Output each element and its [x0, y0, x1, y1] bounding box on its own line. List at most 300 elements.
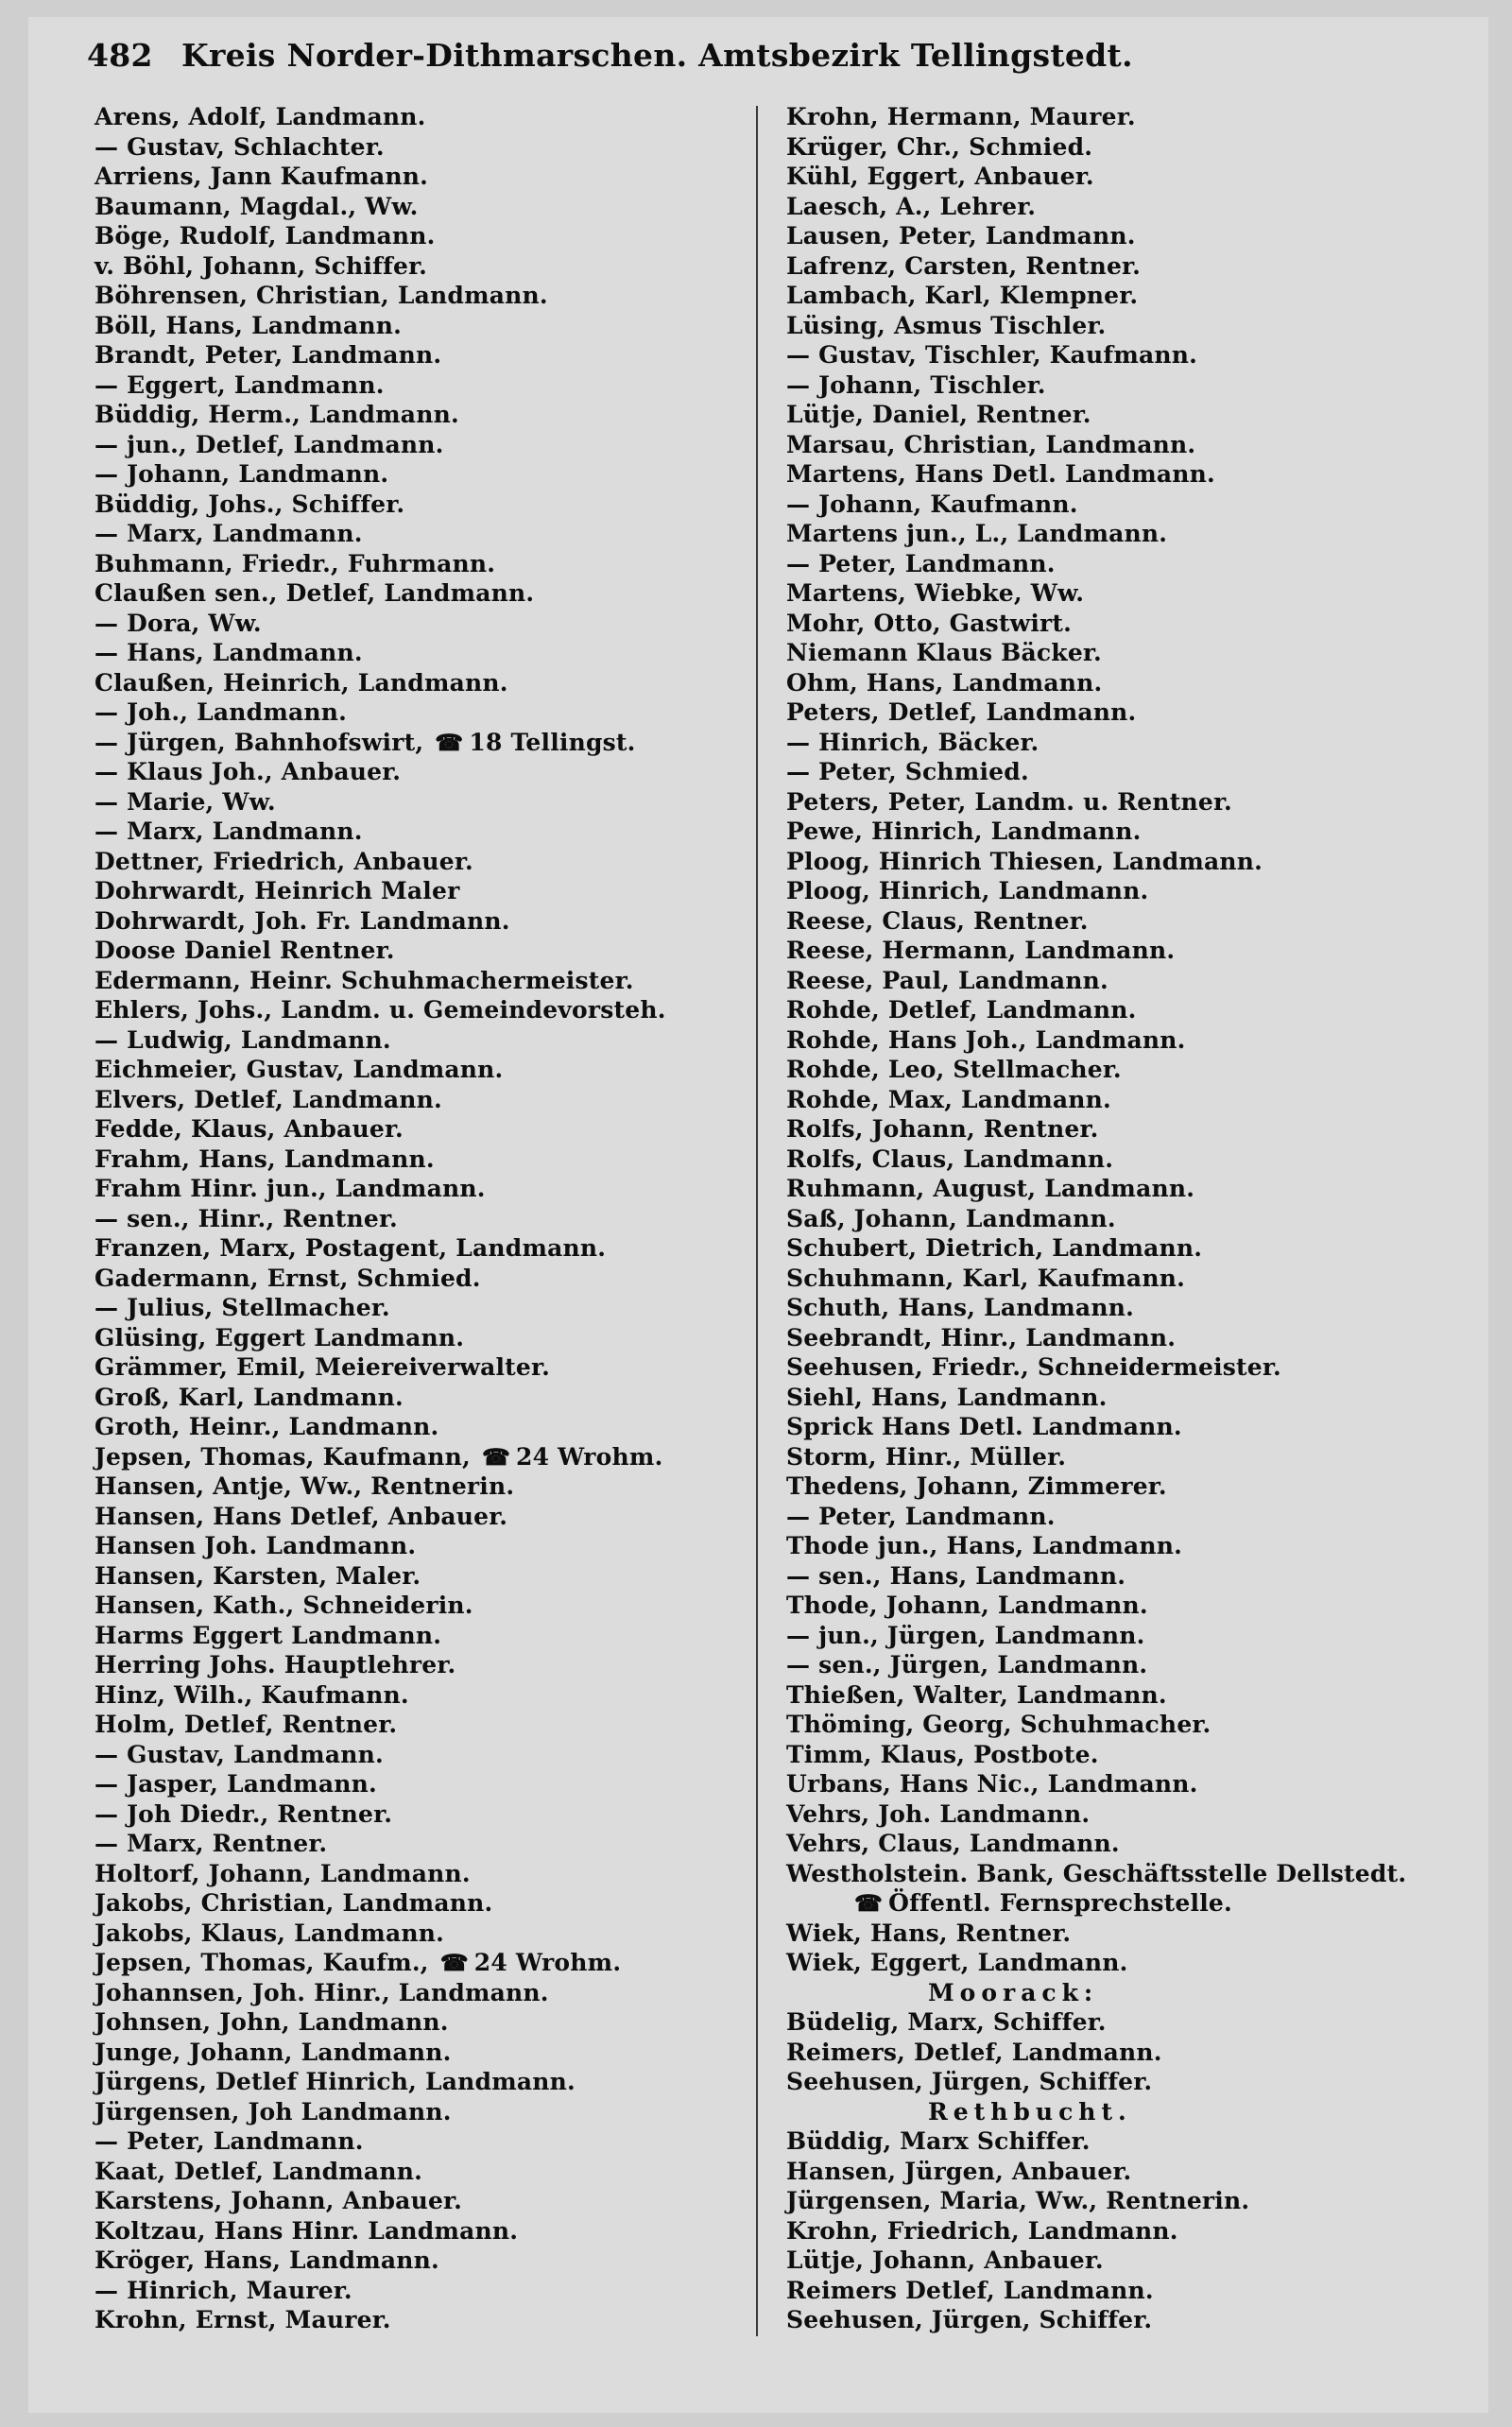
entry-text: Eichmeier, Gustav, Landmann. — [94, 1056, 504, 1083]
entry-text: Wiek, Eggert, Landmann. — [786, 1949, 1128, 1976]
directory-entry — [94, 1769, 747, 1799]
entry-text: Ploog, Hinrich, Landmann. — [786, 877, 1149, 904]
directory-entry — [94, 1055, 747, 1085]
entry-text: Hansen, Hans Detlef, Anbauer. — [94, 1502, 508, 1530]
entry-text: — sen., Jürgen, Landmann. — [786, 1651, 1148, 1678]
directory-entry — [786, 400, 1467, 430]
directory-entry — [94, 2186, 747, 2216]
entry-text: Seehusen, Jürgen, Schiffer. — [786, 2068, 1153, 2095]
directory-entry — [786, 1442, 1467, 1472]
directory-entry — [94, 1323, 747, 1353]
entry-text: Ruhmann, August, Landmann. — [786, 1175, 1195, 1202]
entry-text: — jun., Detlef, Landmann. — [94, 430, 444, 458]
directory-entry — [94, 370, 747, 401]
directory-entry — [94, 1145, 747, 1175]
directory-entry — [94, 1591, 747, 1621]
entry-text: Martens jun., L., Landmann. — [786, 520, 1168, 547]
directory-entry — [786, 1799, 1467, 1830]
entry-text: Timm, Klaus, Postbote. — [786, 1740, 1099, 1768]
entry-text: Lütje, Daniel, Rentner. — [786, 401, 1091, 428]
directory-entry — [94, 2007, 747, 2038]
directory-entry — [94, 1472, 747, 1502]
entry-text: Reese, Paul, Landmann. — [786, 966, 1108, 994]
entry-text: — sen., Hans, Landmann. — [786, 1561, 1126, 1590]
entry-text: Groß, Karl, Landmann. — [94, 1383, 404, 1411]
entry-text: — Johann, Kaufmann. — [786, 490, 1078, 518]
directory-entry — [94, 1978, 747, 2008]
entry-text: Rolfs, Johann, Rentner. — [786, 1115, 1099, 1143]
directory-entry — [786, 430, 1467, 460]
entry-text: Ehlers, Johs., Landm. u. Gemeindevorsteh. — [94, 996, 666, 1024]
directory-entry — [94, 1293, 747, 1323]
entry-text: Böhrensen, Christian, Landmann. — [94, 282, 548, 309]
directory-entry — [786, 2186, 1467, 2216]
entry-text: Harms Eggert Landmann. — [94, 1621, 442, 1649]
directory-entry — [94, 1412, 747, 1442]
entry-text: Arriens, Jann Kaufmann. — [94, 163, 429, 190]
directory-entry — [94, 2305, 747, 2335]
entry-text: — Klaus Joh., Anbauer. — [94, 758, 402, 785]
entry-text: Westholstein. Bank, Geschäftsstelle Dellstedt. — [786, 1859, 1407, 1887]
directory-entry — [94, 1174, 747, 1204]
entry-text: Peters, Detlef, Landmann. — [786, 698, 1137, 726]
directory-entry — [94, 757, 747, 787]
entry-text: Dohrwardt, Joh. Fr. Landmann. — [94, 906, 510, 935]
directory-entry — [94, 459, 747, 490]
entry-text: Jakobs, Klaus, Landmann. — [94, 1919, 445, 1947]
entry-text: Martens, Wiebke, Ww. — [786, 579, 1085, 607]
page-title: Kreis Norder-Dithmarschen. Amtsbezirk Tellingstedt. — [181, 37, 1133, 74]
directory-entry — [786, 995, 1467, 1025]
directory-entry — [94, 728, 747, 758]
entry-text: Pewe, Hinrich, Landmann. — [786, 818, 1142, 845]
directory-entry — [94, 2067, 747, 2097]
directory-entry — [786, 2305, 1467, 2335]
entry-text: Koltzau, Hans Hinr. Landmann. — [94, 2216, 519, 2245]
directory-entry — [786, 1204, 1467, 1234]
directory-entry — [94, 1114, 747, 1145]
entry-text: Laesch, A., Lehrer. — [786, 192, 1037, 220]
directory-entry — [786, 2157, 1467, 2187]
directory-entry — [786, 906, 1467, 937]
directory-entry — [786, 1114, 1467, 1145]
directory-entry — [786, 1055, 1467, 1085]
directory-entry — [94, 1264, 747, 1294]
directory-entry — [94, 638, 747, 668]
right-column — [786, 102, 1467, 2335]
directory-entry — [786, 609, 1467, 639]
entry-text: — Jürgen, Bahnhofswirt, — [94, 728, 424, 756]
directory-entry — [94, 1561, 747, 1592]
entry-text: Krohn, Hermann, Maurer. — [786, 103, 1136, 130]
directory-entry — [786, 251, 1467, 282]
entry-text: Arens, Adolf, Landmann. — [94, 103, 426, 130]
entry-text: Groth, Heinr., Landmann. — [94, 1413, 439, 1440]
directory-entry — [94, 2157, 747, 2187]
directory-entry — [786, 459, 1467, 490]
entry-text: Thießen, Walter, Landmann. — [786, 1680, 1167, 1709]
directory-entry — [786, 668, 1467, 698]
directory-entry — [786, 1561, 1467, 1592]
directory-entry — [94, 1919, 747, 1949]
directory-entry — [94, 162, 747, 192]
entry-text: Buhmann, Friedr., Fuhrmann. — [94, 549, 496, 577]
entry-text: Franzen, Marx, Postagent, Landmann. — [94, 1234, 607, 1262]
directory-entry — [94, 340, 747, 370]
entry-text: — Ludwig, Landmann. — [94, 1025, 391, 1054]
directory-entry — [94, 1948, 747, 1978]
entry-text: — Dora, Ww. — [94, 609, 262, 637]
entry-text: — Gustav, Schlachter. — [94, 132, 385, 161]
directory-entry — [786, 1769, 1467, 1799]
entry-text: Rohde, Hans Joh., Landmann. — [786, 1025, 1186, 1054]
directory-entry — [786, 1145, 1467, 1175]
directory-entry — [786, 1352, 1467, 1383]
entry-text: Lütje, Johann, Anbauer. — [786, 2246, 1104, 2274]
telephone-icon: ☎ — [435, 728, 464, 756]
entry-text: Junge, Johann, Landmann. — [94, 2038, 452, 2066]
entry-text: Seehusen, Friedr., Schneidermeister. — [786, 1353, 1281, 1381]
directory-entry — [786, 638, 1467, 668]
entry-text: Vehrs, Joh. Landmann. — [786, 1799, 1091, 1828]
entry-text: Hansen Joh. Landmann. — [94, 1532, 417, 1559]
directory-entry — [94, 192, 747, 222]
phone-number: 24 Wrohm. — [473, 1949, 622, 1976]
entry-text: Lafrenz, Carsten, Rentner. — [786, 251, 1142, 280]
entry-text: Rohde, Max, Landmann. — [786, 1085, 1111, 1113]
entry-text: Holtorf, Johann, Landmann. — [94, 1859, 471, 1887]
directory-entry — [94, 1383, 747, 1413]
entry-text: Schuhmann, Karl, Kaufmann. — [786, 1264, 1185, 1292]
entry-text: Schuth, Hans, Landmann. — [786, 1294, 1134, 1321]
entry-text: Thedens, Johann, Zimmerer. — [786, 1472, 1167, 1500]
entry-text: Herring Johs. Hauptlehrer. — [94, 1651, 456, 1678]
directory-entry — [786, 578, 1467, 609]
entry-text: Elvers, Detlef, Landmann. — [94, 1085, 442, 1113]
directory-entry — [786, 1085, 1467, 1115]
directory-entry — [786, 519, 1467, 549]
entry-text: Kröger, Hans, Landmann. — [94, 2246, 439, 2274]
directory-entry — [94, 1799, 747, 1830]
directory-entry — [94, 936, 747, 966]
entry-text: Böge, Rudolf, Landmann. — [94, 222, 436, 250]
entry-text: — jun., Jürgen, Landmann. — [786, 1621, 1145, 1649]
entry-text: Seebrandt, Hinr., Landmann. — [786, 1323, 1177, 1351]
directory-entry — [94, 1650, 747, 1680]
telephone-icon: ☎ — [481, 1442, 511, 1471]
entry-text: Schubert, Dietrich, Landmann. — [786, 1234, 1203, 1262]
entry-text: Krohn, Friedrich, Landmann. — [786, 2216, 1178, 2245]
entry-text: Thode, Johann, Landmann. — [786, 1592, 1148, 1619]
directory-entry — [786, 728, 1467, 758]
directory-entry — [786, 847, 1467, 877]
directory-entry — [786, 192, 1467, 222]
entry-text: Ohm, Hans, Landmann. — [786, 668, 1103, 697]
entry-text: Thöming, Georg, Schuhmacher. — [786, 1711, 1211, 1738]
directory-entry — [786, 370, 1467, 401]
directory-entry — [94, 1204, 747, 1234]
directory-entry — [786, 1412, 1467, 1442]
directory-entry — [94, 995, 747, 1025]
phone-number: 18 Tellingst. — [469, 728, 636, 756]
entry-text: Ploog, Hinrich Thiesen, Landmann. — [786, 847, 1263, 875]
entry-text: Peters, Peter, Landm. u. Rentner. — [786, 787, 1232, 816]
entry-text: Lambach, Karl, Klempner. — [786, 282, 1139, 309]
entry-text: — Peter, Landmann. — [786, 1502, 1056, 1530]
directory-entry — [786, 2007, 1467, 2038]
entry-text: Reimers, Detlef, Landmann. — [786, 2038, 1162, 2066]
entry-text: Baumann, Magdal., Ww. — [94, 192, 419, 220]
directory-entry — [94, 2126, 747, 2157]
entry-text: Kaat, Detlef, Landmann. — [94, 2157, 422, 2185]
entry-text: — Hinrich, Bäcker. — [786, 728, 1040, 756]
entry-text: — Marie, Ww. — [94, 787, 276, 816]
entry-text: Claußen, Heinrich, Landmann. — [94, 668, 508, 697]
directory-entry — [786, 1859, 1467, 1889]
entry-text: Büddig, Herm., Landmann. — [94, 401, 459, 428]
directory-entry — [94, 1888, 747, 1919]
phone-number: 24 Wrohm. — [516, 1442, 663, 1471]
entry-text: Niemann Klaus Bäcker. — [786, 639, 1102, 666]
directory-entry — [94, 132, 747, 163]
directory-entry — [786, 876, 1467, 906]
directory-entry — [786, 2126, 1467, 2157]
entry-text: Frahm Hinr. jun., Landmann. — [94, 1175, 486, 1202]
directory-entry — [94, 490, 747, 520]
entry-text: Rohde, Leo, Stellmacher. — [786, 1056, 1122, 1083]
entry-text: Krohn, Ernst, Maurer. — [94, 2306, 391, 2333]
entry-text: Sprick Hans Detl. Landmann. — [786, 1413, 1182, 1440]
directory-entry — [786, 1323, 1467, 1353]
directory-entry — [94, 2038, 747, 2068]
directory-entry — [786, 1888, 1467, 1919]
directory-entry — [94, 2216, 747, 2246]
directory-entry — [786, 281, 1467, 311]
entry-text: Grämmer, Emil, Meiereiverwalter. — [94, 1353, 551, 1381]
directory-entry — [786, 162, 1467, 192]
directory-entry — [94, 1502, 747, 1532]
directory-entry — [786, 102, 1467, 132]
directory-entry — [786, 966, 1467, 996]
directory-entry — [786, 132, 1467, 163]
directory-entry — [786, 1740, 1467, 1770]
entry-text: Dohrwardt, Heinrich Maler — [94, 877, 460, 904]
entry-text: Martens, Hans Detl. Landmann. — [786, 460, 1215, 488]
entry-text: Vehrs, Claus, Landmann. — [786, 1830, 1120, 1857]
directory-entry — [786, 1293, 1467, 1323]
entry-text: Gadermann, Ernst, Schmied. — [94, 1264, 481, 1292]
directory-entry — [786, 1591, 1467, 1621]
directory-entry — [786, 340, 1467, 370]
directory-entry — [786, 1174, 1467, 1204]
entry-text: — Peter, Schmied. — [786, 758, 1029, 785]
directory-entry — [94, 847, 747, 877]
directory-entry — [94, 1710, 747, 1740]
entry-text: Fedde, Klaus, Anbauer. — [94, 1115, 404, 1143]
directory-entry — [786, 787, 1467, 818]
page-header — [87, 32, 1183, 79]
directory-entry — [94, 2246, 747, 2276]
entry-text: Urbans, Hans Nic., Landmann. — [786, 1770, 1198, 1798]
entry-text: Jürgens, Detlef Hinrich, Landmann. — [94, 2068, 576, 2095]
left-column — [94, 102, 747, 2335]
directory-entry — [94, 430, 747, 460]
directory-entry — [786, 2067, 1467, 2097]
directory-entry — [94, 2097, 747, 2127]
entry-text: Johnsen, John, Landmann. — [94, 2008, 449, 2036]
column-divider — [756, 106, 758, 2336]
entry-text: — Jasper, Landmann. — [94, 1770, 377, 1798]
entry-text: — sen., Hinr., Rentner. — [94, 1204, 398, 1232]
directory-entry — [786, 1948, 1467, 1978]
entry-text: Hinz, Wilh., Kaufmann. — [94, 1680, 409, 1709]
entry-text: Glüsing, Eggert Landmann. — [94, 1323, 465, 1351]
directory-entry — [94, 1621, 747, 1651]
directory-entry — [786, 549, 1467, 579]
entry-text: — Gustav, Tischler, Kaufmann. — [786, 341, 1198, 369]
entry-text: Rolfs, Claus, Landmann. — [786, 1145, 1114, 1173]
entry-text: Rethbucht. — [928, 2097, 1132, 2126]
entry-text: — Marx, Landmann. — [94, 520, 363, 547]
directory-entry — [786, 1472, 1467, 1502]
directory-entry — [94, 400, 747, 430]
entry-text: v. Böhl, Johann, Schiffer. — [94, 251, 428, 280]
entry-text: — Peter, Landmann. — [94, 2127, 364, 2155]
entry-text: — Hinrich, Maurer. — [94, 2276, 352, 2304]
directory-entry — [94, 1531, 747, 1561]
directory-entry — [94, 1740, 747, 1770]
entry-text: Hansen, Kath., Schneiderin. — [94, 1592, 473, 1619]
entry-text: — Joh., Landmann. — [94, 698, 348, 726]
directory-entry — [94, 578, 747, 609]
directory-entry — [786, 817, 1467, 847]
directory-entry — [786, 1710, 1467, 1740]
directory-entry — [94, 1085, 747, 1115]
entry-text: Brandt, Peter, Landmann. — [94, 341, 442, 369]
entry-text: Büdelig, Marx, Schiffer. — [786, 2008, 1107, 2036]
entry-text: Hansen, Antje, Ww., Rentnerin. — [94, 1472, 515, 1500]
entry-text: — Marx, Landmann. — [94, 818, 363, 845]
directory-entry — [786, 2276, 1467, 2306]
entry-text: Edermann, Heinr. Schuhmachermeister. — [94, 966, 634, 994]
entry-text: — Peter, Landmann. — [786, 549, 1056, 577]
directory-entry — [94, 876, 747, 906]
directory-entry — [786, 1680, 1467, 1711]
telephone-icon: ☎ — [439, 1949, 469, 1976]
entry-text: Doose Daniel Rentner. — [94, 937, 395, 964]
entry-text: Böll, Hans, Landmann. — [94, 311, 403, 339]
directory-entry — [94, 251, 747, 282]
entry-text: Büddig, Marx Schiffer. — [786, 2127, 1091, 2155]
entry-text: — Johann, Tischler. — [786, 370, 1046, 399]
entry-text: Saß, Johann, Landmann. — [786, 1204, 1116, 1232]
directory-entry — [94, 311, 747, 341]
directory-entry — [94, 817, 747, 847]
entry-text: Büddig, Johs., Schiffer. — [94, 490, 405, 518]
directory-entry — [786, 1264, 1467, 1294]
entry-text: Thode jun., Hans, Landmann. — [786, 1532, 1183, 1559]
directory-entry — [786, 1025, 1467, 1056]
directory-entry — [786, 1502, 1467, 1532]
entry-text: Kühl, Eggert, Anbauer. — [786, 163, 1094, 190]
directory-entry — [786, 2038, 1467, 2068]
directory-entry — [786, 1621, 1467, 1651]
entry-text: Lüsing, Asmus Tischler. — [786, 311, 1107, 339]
directory-entry — [786, 1650, 1467, 1680]
entry-text: Reese, Claus, Rentner. — [786, 906, 1089, 935]
entry-text: Holm, Detlef, Rentner. — [94, 1711, 398, 1738]
entry-text: Hansen, Jürgen, Anbauer. — [786, 2157, 1132, 2185]
directory-entry — [94, 1829, 747, 1859]
entry-text: Claußen sen., Detlef, Landmann. — [94, 579, 535, 607]
entry-text: Jürgensen, Maria, Ww., Rentnerin. — [786, 2187, 1250, 2214]
directory-entry — [786, 1383, 1467, 1413]
directory-entry — [94, 1233, 747, 1264]
directory-entry — [94, 697, 747, 728]
entry-text: Rohde, Detlef, Landmann. — [786, 996, 1137, 1024]
directory-entry — [786, 221, 1467, 251]
directory-entry — [786, 311, 1467, 341]
section-heading — [786, 1978, 1467, 2008]
entry-text: Storm, Hinr., Müller. — [786, 1442, 1067, 1471]
directory-entry — [94, 1352, 747, 1383]
directory-entry — [94, 906, 747, 937]
directory-entry — [94, 787, 747, 818]
entry-text: Krüger, Chr., Schmied. — [786, 132, 1093, 161]
directory-entry — [94, 1680, 747, 1711]
directory-entry — [94, 281, 747, 311]
entry-text: — Johann, Landmann. — [94, 460, 389, 488]
section-heading — [786, 2097, 1467, 2127]
page-number: 482 — [87, 37, 153, 74]
entry-text: Öffentl. Fernsprechstelle. — [888, 1889, 1232, 1917]
entry-text: Karstens, Johann, Anbauer. — [94, 2187, 463, 2214]
directory-entry — [94, 2276, 747, 2306]
entry-text: Siehl, Hans, Landmann. — [786, 1383, 1108, 1411]
directory-entry — [94, 549, 747, 579]
directory-entry — [786, 1531, 1467, 1561]
entry-text: Hansen, Karsten, Maler. — [94, 1561, 421, 1590]
entry-text: Jepsen, Thomas, Kaufm., — [94, 1949, 429, 1976]
directory-entry — [94, 519, 747, 549]
entry-text: Dettner, Friedrich, Anbauer. — [94, 847, 473, 875]
directory-entry — [786, 2246, 1467, 2276]
entry-text: — Gustav, Landmann. — [94, 1740, 384, 1768]
directory-entry — [94, 221, 747, 251]
entry-text: Jepsen, Thomas, Kaufmann, — [94, 1442, 471, 1471]
telephone-icon: ☎ — [854, 1889, 884, 1917]
entry-text: — Hans, Landmann. — [94, 639, 363, 666]
entry-text: Johannsen, Joh. Hinr., Landmann. — [94, 1978, 549, 2006]
entry-text: Seehusen, Jürgen, Schiffer. — [786, 2306, 1153, 2333]
directory-entry — [786, 1233, 1467, 1264]
entry-text: Jakobs, Christian, Landmann. — [94, 1889, 493, 1917]
entry-text: Reimers Detlef, Landmann. — [786, 2276, 1154, 2304]
entry-text: Lausen, Peter, Landmann. — [786, 222, 1136, 250]
entry-text: Mohr, Otto, Gastwirt. — [786, 609, 1073, 637]
directory-entry — [94, 668, 747, 698]
entry-text: Wiek, Hans, Rentner. — [786, 1919, 1072, 1947]
entry-text: Moorack: — [928, 1978, 1099, 2006]
directory-entry — [94, 609, 747, 639]
entry-text: Reese, Hermann, Landmann. — [786, 937, 1176, 964]
directory-entry — [786, 697, 1467, 728]
directory-entry — [786, 757, 1467, 787]
directory-entry — [94, 1025, 747, 1056]
directory-entry — [94, 102, 747, 132]
entry-text: Marsau, Christian, Landmann. — [786, 430, 1196, 458]
entry-text: — Marx, Rentner. — [94, 1830, 328, 1857]
